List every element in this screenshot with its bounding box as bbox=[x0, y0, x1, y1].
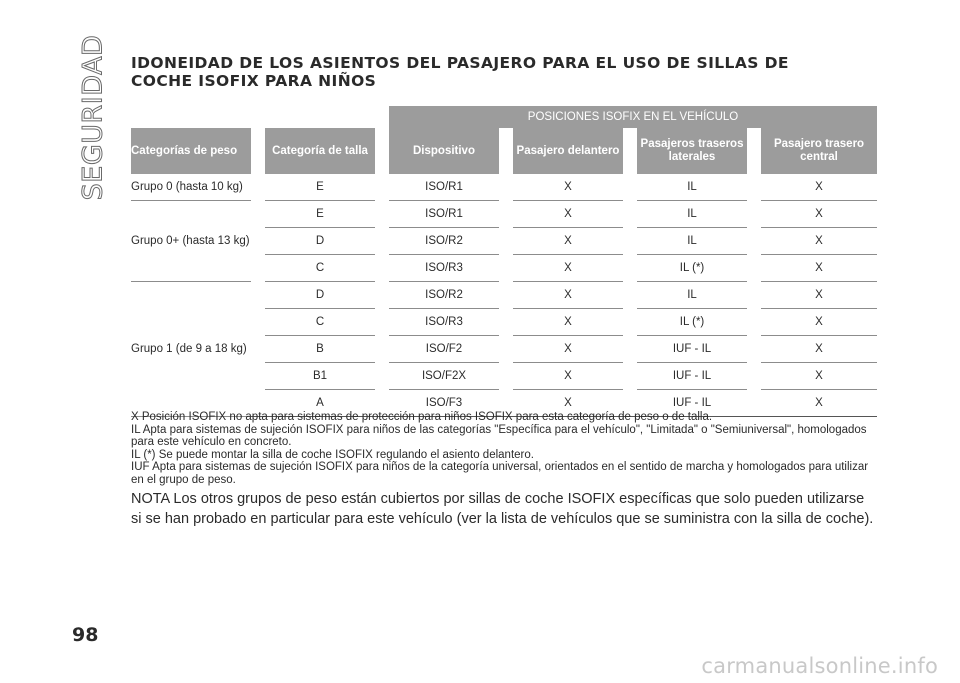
front-cell: X bbox=[513, 174, 623, 201]
group-header: POSICIONES ISOFIX EN EL VEHÍCULO bbox=[389, 106, 877, 128]
device-cell: ISO/R3 bbox=[389, 309, 499, 336]
isofix-table bbox=[131, 106, 877, 417]
table-body bbox=[131, 174, 877, 417]
page-title: IDONEIDAD DE LOS ASIENTOS DEL PASAJERO PARA EL USO DE SILLAS DE COCHE ISOFIX PARA NIÑOS bbox=[131, 54, 789, 90]
rear-central-cell: X bbox=[761, 255, 877, 282]
column-header-row bbox=[131, 128, 877, 174]
rear-lateral-cell: IL bbox=[637, 174, 747, 201]
size-cell: A bbox=[265, 390, 375, 417]
rear-lateral-cell: IL bbox=[637, 201, 747, 228]
rear-lateral-cell: IUF - IL bbox=[637, 390, 747, 417]
section-label bbox=[72, 34, 114, 200]
device-cell: ISO/F2X bbox=[389, 363, 499, 390]
note-iuf: IUF Apta para sistemas de sujeción ISOFIX para niños de la categoría universal, orientados en el sentido de marcha y homologados para utilizar en el grupo de peso. bbox=[131, 461, 869, 486]
table-row bbox=[131, 174, 877, 201]
size-cell: E bbox=[265, 174, 375, 201]
device-cell: ISO/R3 bbox=[389, 255, 499, 282]
nota-paragraph: NOTA Los otros grupos de peso están cubiertos por sillas de coche ISOFIX específicas que solo pueden utilizarse si se han probado en particular para este vehículo (ver la lista de vehículos que se suministra con la silla de coche). bbox=[131, 491, 874, 527]
weight-group-cell: Grupo 1 (de 9 a 18 kg) bbox=[131, 282, 251, 417]
size-cell: D bbox=[265, 282, 375, 309]
rear-central-cell: X bbox=[761, 336, 877, 363]
device-cell: ISO/R2 bbox=[389, 228, 499, 255]
front-cell: X bbox=[513, 336, 623, 363]
column-header: Categorías de peso bbox=[131, 128, 251, 174]
column-header: Dispositivo bbox=[389, 128, 499, 174]
front-cell: X bbox=[513, 228, 623, 255]
device-cell: ISO/F2 bbox=[389, 336, 499, 363]
rear-central-cell: X bbox=[761, 282, 877, 309]
front-cell: X bbox=[513, 255, 623, 282]
watermark: carmanualsonline.info bbox=[701, 654, 938, 678]
rear-central-cell: X bbox=[761, 228, 877, 255]
table-row bbox=[131, 201, 877, 228]
table-row bbox=[131, 282, 877, 309]
weight-group-cell: Grupo 0+ (hasta 13 kg) bbox=[131, 201, 251, 282]
size-cell: C bbox=[265, 309, 375, 336]
front-cell: X bbox=[513, 390, 623, 417]
note-x: X Posición ISOFIX no apta para sistemas de protección para niños ISOFIX para esta categoría de peso o de talla. bbox=[131, 411, 713, 423]
device-cell: ISO/F3 bbox=[389, 390, 499, 417]
rear-lateral-cell: IUF - IL bbox=[637, 363, 747, 390]
rear-lateral-cell: IL bbox=[637, 282, 747, 309]
group-header-row bbox=[131, 106, 877, 128]
front-cell: X bbox=[513, 282, 623, 309]
rear-lateral-cell: IUF - IL bbox=[637, 336, 747, 363]
device-cell: ISO/R1 bbox=[389, 201, 499, 228]
size-cell: C bbox=[265, 255, 375, 282]
device-cell: ISO/R2 bbox=[389, 282, 499, 309]
front-cell: X bbox=[513, 201, 623, 228]
column-header: Pasajero delantero bbox=[513, 128, 623, 174]
size-cell: B1 bbox=[265, 363, 375, 390]
size-cell: D bbox=[265, 228, 375, 255]
rear-central-cell: X bbox=[761, 309, 877, 336]
column-header: Categoría de talla bbox=[265, 128, 375, 174]
section-label-text: SEGURIDAD bbox=[77, 34, 109, 200]
notes bbox=[131, 411, 877, 529]
front-cell: X bbox=[513, 363, 623, 390]
rear-central-cell: X bbox=[761, 390, 877, 417]
note-il: IL Apta para sistemas de sujeción ISOFIX para niños de las categorías "Específica para el vehículo", "Limitada" o "Semiuniversal", homologados para este vehículo en concreto. bbox=[131, 423, 867, 448]
front-cell: X bbox=[513, 309, 623, 336]
size-cell: B bbox=[265, 336, 375, 363]
rear-lateral-cell: IL (*) bbox=[637, 309, 747, 336]
device-cell: ISO/R1 bbox=[389, 174, 499, 201]
page-number: 98 bbox=[72, 624, 99, 646]
column-header: Pasajeros traseros laterales bbox=[637, 128, 747, 174]
rear-central-cell: X bbox=[761, 174, 877, 201]
weight-group-cell: Grupo 0 (hasta 10 kg) bbox=[131, 174, 251, 201]
column-header: Pasajero trasero central bbox=[761, 128, 877, 174]
size-cell: E bbox=[265, 201, 375, 228]
note-il-star: IL (*) Se puede montar la silla de coche ISOFIX regulando el asiento delantero. bbox=[131, 448, 534, 461]
rear-central-cell: X bbox=[761, 201, 877, 228]
rear-lateral-cell: IL (*) bbox=[637, 255, 747, 282]
rear-central-cell: X bbox=[761, 363, 877, 390]
rear-lateral-cell: IL bbox=[637, 228, 747, 255]
